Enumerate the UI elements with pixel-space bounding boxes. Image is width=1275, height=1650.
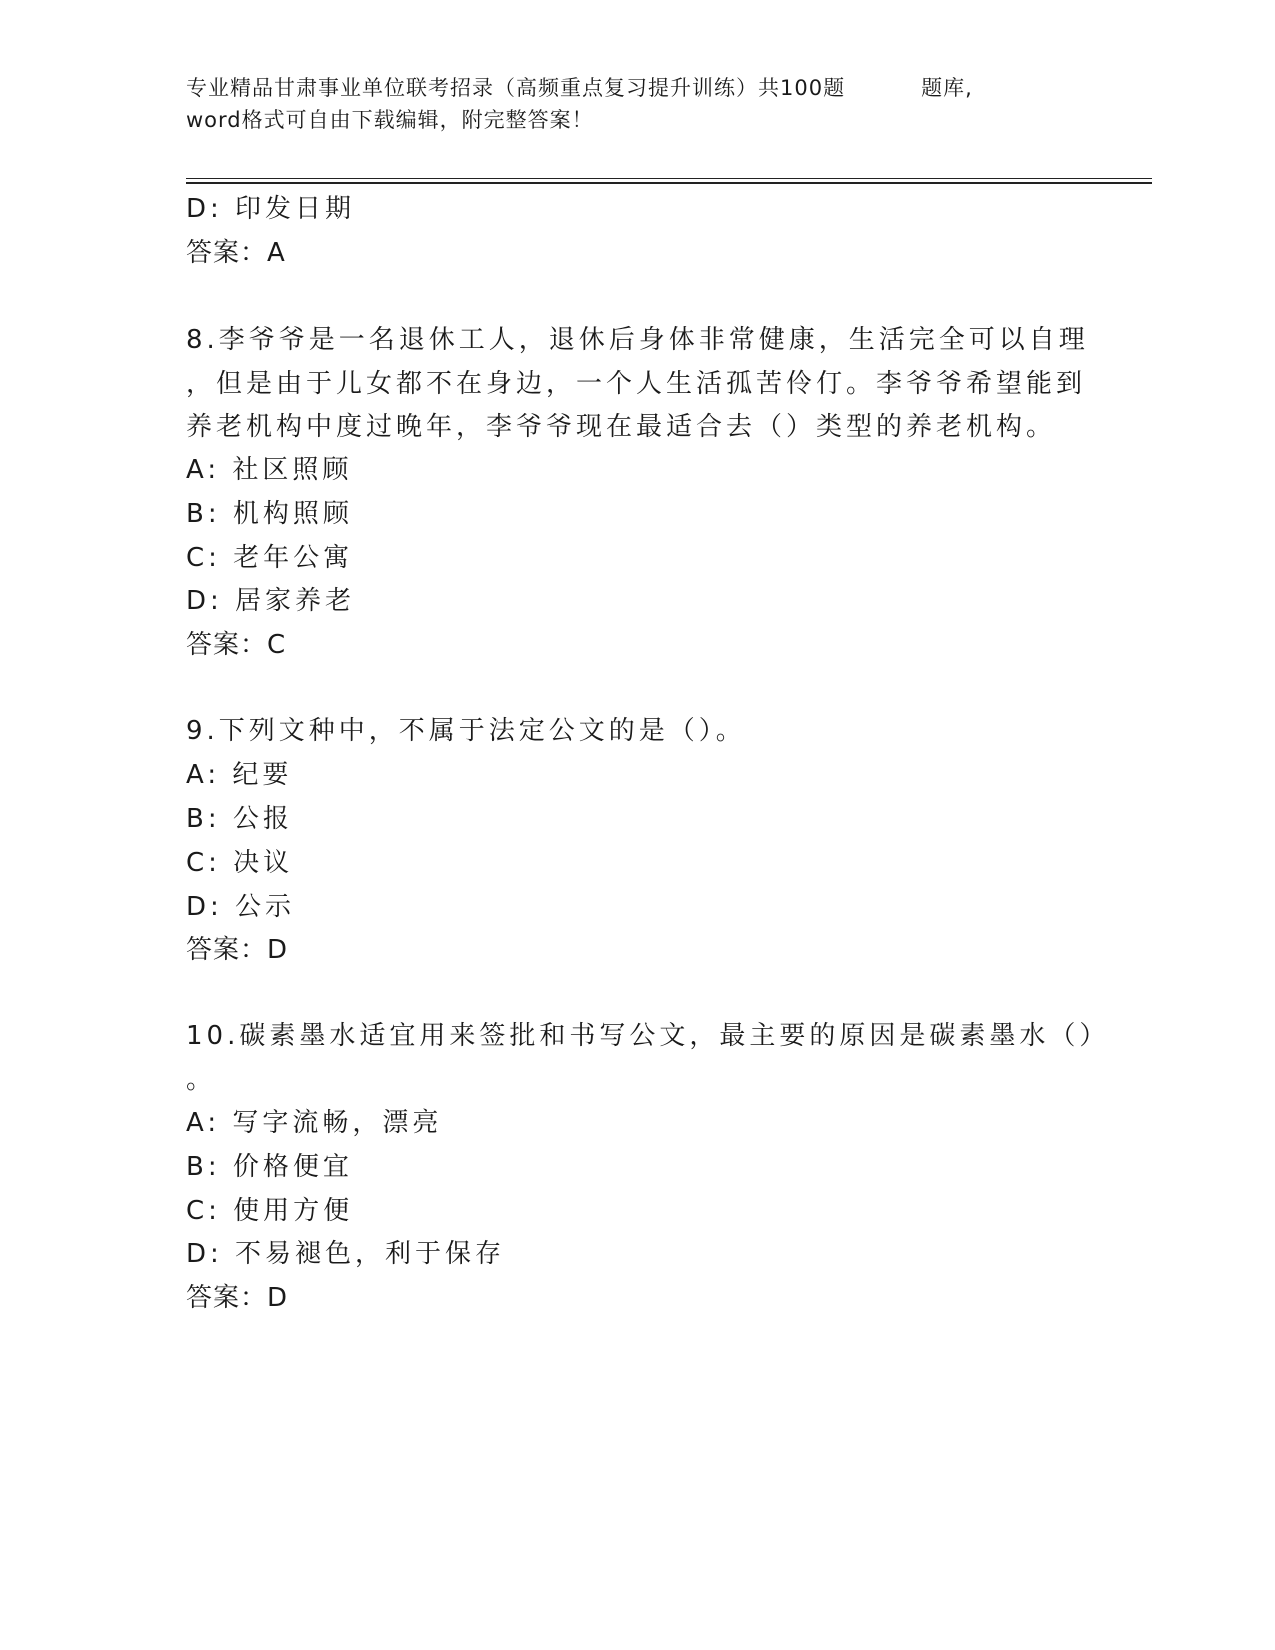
q9-stem-line-1: 9.下列文种中，不属于法定公文的是（）。: [186, 716, 746, 746]
q8-option-d: D: 居家养老: [186, 586, 356, 616]
q9-option-c: C: 决议: [186, 848, 294, 878]
q8-option-b: B: 机构照顾: [186, 499, 353, 529]
q8-stem-line-3: 养老机构中度过晚年，李爷爷现在最适合去（）类型的养老机构。: [186, 412, 1057, 442]
header-line-1: [186, 72, 1086, 104]
header-title-suffix: 题库,: [921, 76, 973, 100]
prev-answer: 答案：A: [186, 238, 286, 268]
q9-option-b: B: 公报: [186, 804, 293, 834]
q8-option-a: A: 社区照顾: [186, 455, 353, 485]
prev-option-d: D: 印发日期: [186, 194, 356, 224]
header-line-2: word格式可自由下载编辑，附完整答案！: [186, 108, 594, 132]
q8-stem-line-1: 8.李爷爷是一名退休工人，退休后身体非常健康，生活完全可以自理: [186, 325, 1089, 355]
document-header: [186, 72, 1086, 136]
q9-option-a: A: 纪要: [186, 760, 293, 790]
q9-answer: 答案：D: [186, 935, 289, 965]
q10-stem-line-2: 。: [186, 1065, 217, 1095]
header-divider-thick: [186, 182, 1152, 184]
header-divider-thin: [186, 178, 1152, 179]
q10-option-d: D: 不易褪色，利于保存: [186, 1239, 506, 1269]
q10-option-c: C: 使用方便: [186, 1196, 354, 1226]
q8-answer: 答案：C: [186, 630, 287, 660]
q8-stem-line-2: ，但是由于儿女都不在身边，一个人生活孤苦伶仃。李爷爷希望能到: [186, 369, 1087, 399]
q8-option-c: C: 老年公寓: [186, 543, 354, 573]
q9-option-d: D: 公示: [186, 892, 296, 922]
header-title: 专业精品甘肃事业单位联考招录（高频重点复习提升训练）共100题: [186, 76, 846, 100]
q10-option-b: B: 价格便宜: [186, 1152, 353, 1182]
q10-answer: 答案：D: [186, 1283, 289, 1313]
q10-stem-line-1: 10.碳素墨水适宜用来签批和书写公文，最主要的原因是碳素墨水（）: [186, 1021, 1110, 1051]
q10-option-a: A: 写字流畅，漂亮: [186, 1108, 443, 1138]
